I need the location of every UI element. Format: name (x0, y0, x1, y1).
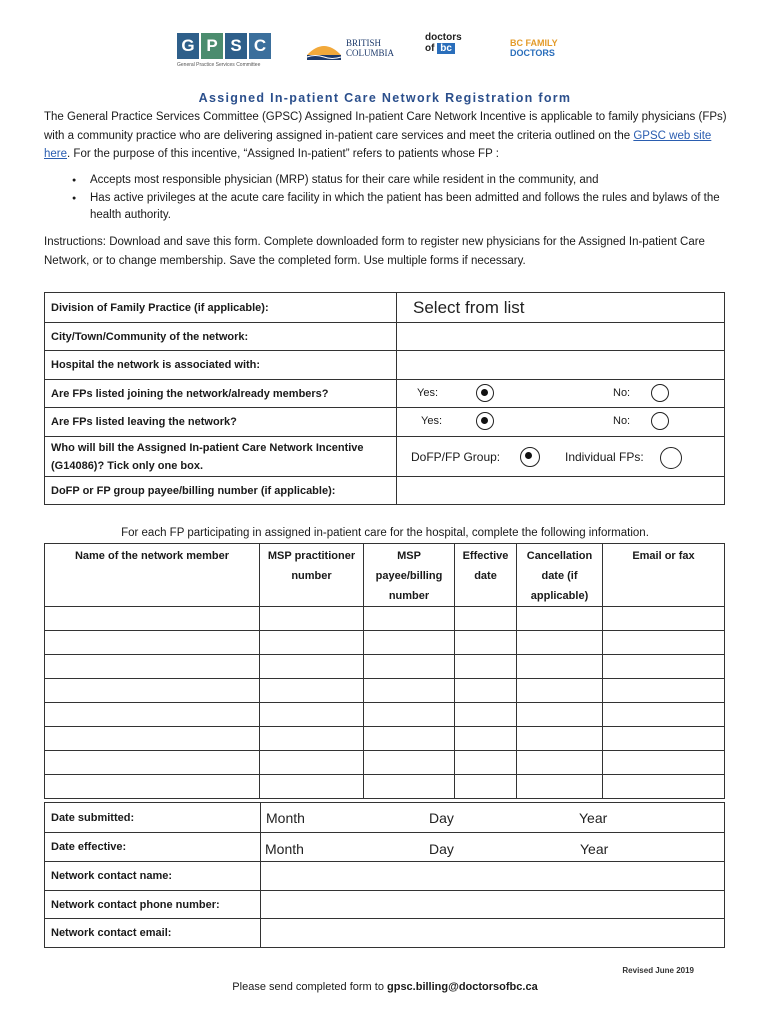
bc-family-doctors-logo (510, 38, 558, 58)
table-row (45, 727, 725, 751)
table-cell[interactable] (455, 607, 517, 631)
contact-phone-label: Network contact phone number: (45, 891, 261, 919)
table-cell[interactable] (45, 751, 260, 775)
table-cell[interactable] (364, 679, 455, 703)
table-cell[interactable] (517, 655, 603, 679)
col-header-cancellation-date: Cancellation date (if applicable) (517, 544, 603, 607)
individual-fps-label: Individual FPs: (565, 449, 644, 464)
contact-name-input[interactable] (261, 862, 725, 891)
table-cell[interactable] (603, 679, 725, 703)
contact-email-input[interactable] (261, 919, 725, 948)
gpsc-website-link[interactable]: GPSC web site here (44, 129, 712, 160)
date-submitted-label: Date submitted: (45, 803, 261, 833)
table-row (45, 703, 725, 727)
footer-note (0, 981, 770, 993)
gpsc-letter: C (249, 33, 271, 59)
col-header-msp-payee: MSP payee/billing number (364, 544, 455, 607)
col-header-email-fax: Email or fax (603, 544, 725, 607)
table-cell[interactable] (517, 775, 603, 799)
instructions: Instructions: Download and save this form. Complete downloaded form to register new physicians for the Assigned In-patient Care Network, or to change membership. Save the completed form. Use multiple forms if necessary. (44, 236, 705, 267)
joining-options (397, 380, 725, 408)
col-header-effective-date: Effective date (455, 544, 517, 607)
table-cell[interactable] (455, 655, 517, 679)
list-item: ● Has active privileges at the acute care facility in which the patient has been admitted and follows the rules and bylaws of the health authority. (72, 190, 732, 225)
contact-table (44, 802, 725, 948)
table-cell[interactable] (603, 727, 725, 751)
date-submitted-month[interactable]: Month (266, 810, 305, 826)
date-submitted-field[interactable] (261, 803, 725, 833)
bc-word: COLUMBIA (346, 48, 395, 58)
table-row (45, 775, 725, 799)
table-cell[interactable] (603, 607, 725, 631)
contact-phone-input[interactable] (261, 891, 725, 919)
table-cell[interactable] (603, 751, 725, 775)
table-cell[interactable] (603, 703, 725, 727)
table-cell[interactable] (364, 655, 455, 679)
form-title: Assigned In-patient Care Network Registration form (198, 91, 572, 105)
hospital-label: Hospital the network is associated with: (45, 351, 397, 380)
date-effective-day[interactable]: Day (429, 841, 454, 857)
table-cell[interactable] (455, 751, 517, 775)
table-cell[interactable] (260, 679, 364, 703)
members-table (44, 543, 725, 799)
table-cell[interactable] (364, 703, 455, 727)
table-row (45, 655, 725, 679)
intro-text: The General Practice Services Committee (GPSC) Assigned In-patient Care Network Incentive is applicable to family physicians (FPs) with a community practice who are delivering assigned in-patient care services and meet the criteria outlined on the (44, 111, 727, 142)
table-cell[interactable] (260, 775, 364, 799)
table-cell[interactable] (364, 607, 455, 631)
billing-label: Who will bill the Assigned In-patient Care Network Incentive (G14086)? Tick only one box. (45, 437, 397, 477)
table-cell[interactable] (455, 727, 517, 751)
table-row (45, 679, 725, 703)
billing-options (397, 437, 725, 477)
table-cell[interactable] (45, 655, 260, 679)
table-cell[interactable] (364, 775, 455, 799)
bcfam-top: BC FAMILY (510, 38, 558, 48)
table-cell[interactable] (364, 751, 455, 775)
table-cell[interactable] (517, 607, 603, 631)
gpsc-letter: S (225, 33, 247, 59)
gpsc-letter: P (201, 33, 223, 59)
doctors-of-bc-logo (425, 32, 462, 54)
table-cell[interactable] (45, 679, 260, 703)
dofp-group-radio[interactable] (520, 447, 540, 467)
date-submitted-year[interactable]: Year (579, 810, 608, 826)
revised-date: Revised June 2019 (622, 966, 694, 975)
table-cell[interactable] (260, 703, 364, 727)
col-header-name: Name of the network member (45, 544, 260, 607)
footer-text: Please send completed form to (232, 981, 387, 993)
table-cell[interactable] (517, 703, 603, 727)
joining-yes-radio[interactable] (476, 384, 494, 402)
dofbc-top: doctors (425, 32, 462, 43)
bcfam-bottom: DOCTORS (510, 48, 555, 58)
contact-name-label: Network contact name: (45, 862, 261, 891)
payee-label: DoFP or FP group payee/billing number (if applicable): (45, 477, 397, 505)
dofbc-of: of (425, 43, 435, 54)
col-header-msp-practitioner: MSP practitioner number (260, 544, 364, 607)
joining-no-label: No: (613, 386, 631, 399)
joining-no-radio[interactable] (651, 384, 669, 402)
date-effective-label: Date effective: (45, 833, 261, 862)
leaving-yes-radio[interactable] (476, 412, 494, 430)
city-input[interactable] (397, 323, 725, 351)
table-cell[interactable] (455, 703, 517, 727)
gpsc-logo (177, 33, 271, 59)
table-cell[interactable] (603, 631, 725, 655)
intro-paragraph (44, 108, 734, 164)
table-cell[interactable] (603, 775, 725, 799)
table-cell[interactable] (45, 607, 260, 631)
table-cell[interactable] (45, 703, 260, 727)
leaving-no-label: No: (613, 415, 631, 427)
table-cell[interactable] (260, 631, 364, 655)
table-cell[interactable] (45, 631, 260, 655)
leaving-label: Are FPs listed leaving the network? (45, 408, 397, 437)
date-effective-year[interactable]: Year (580, 841, 609, 857)
table-cell[interactable] (455, 775, 517, 799)
table-cell[interactable] (517, 751, 603, 775)
table-cell[interactable] (603, 655, 725, 679)
division-label: Division of Family Practice (if applicable): (45, 293, 397, 323)
table-cell[interactable] (364, 727, 455, 751)
bc-wordmark (346, 38, 394, 58)
table-cell[interactable] (260, 607, 364, 631)
table-cell[interactable] (517, 727, 603, 751)
joining-label: Are FPs listed joining the network/already members? (45, 380, 397, 408)
list-item: ● Accepts most responsible physician (MRP) status for their care while resident in the community, and (72, 172, 732, 190)
network-info-table (44, 292, 725, 505)
table-cell[interactable] (517, 631, 603, 655)
table-cell[interactable] (45, 727, 260, 751)
table-cell[interactable] (517, 679, 603, 703)
payee-input[interactable] (397, 477, 725, 505)
table-cell[interactable] (455, 679, 517, 703)
table-cell[interactable] (260, 655, 364, 679)
hospital-input[interactable] (397, 351, 725, 380)
contact-email-label: Network contact email: (45, 919, 261, 948)
table-cell[interactable] (260, 727, 364, 751)
table-row (45, 607, 725, 631)
table-cell[interactable] (260, 751, 364, 775)
footer-email-link[interactable]: gpsc.billing@doctorsofbc.ca (387, 981, 538, 993)
criteria-list (72, 172, 732, 225)
bc-word: BRITISH (346, 38, 382, 48)
gpsc-subtitle: General Practice Services Committee (177, 62, 261, 68)
date-effective-month[interactable]: Month (265, 841, 304, 857)
members-intro: For each FP participating in assigned in-patient care for the hospital, complete the following information. (121, 527, 649, 539)
leaving-yes-label: Yes: (421, 415, 443, 427)
intro-text-end: . For the purpose of this incentive, “Assigned In-patient” refers to patients whose FP : (67, 148, 499, 160)
joining-yes-label: Yes: (417, 386, 439, 399)
gpsc-letter: G (177, 33, 199, 59)
city-label: City/Town/Community of the network: (45, 323, 397, 351)
dofp-group-label: DoFP/FP Group: (411, 449, 501, 464)
date-effective-field[interactable] (261, 833, 725, 862)
division-select[interactable]: Select from list (397, 293, 725, 323)
leaving-options (397, 408, 725, 437)
table-row (45, 751, 725, 775)
table-row (45, 631, 725, 655)
individual-fps-radio[interactable] (660, 447, 682, 469)
dofbc-bc: bc (437, 43, 455, 54)
table-cell[interactable] (45, 775, 260, 799)
table-cell[interactable] (455, 631, 517, 655)
leaving-no-radio[interactable] (651, 412, 669, 430)
table-cell[interactable] (364, 631, 455, 655)
date-submitted-day[interactable]: Day (429, 810, 454, 826)
